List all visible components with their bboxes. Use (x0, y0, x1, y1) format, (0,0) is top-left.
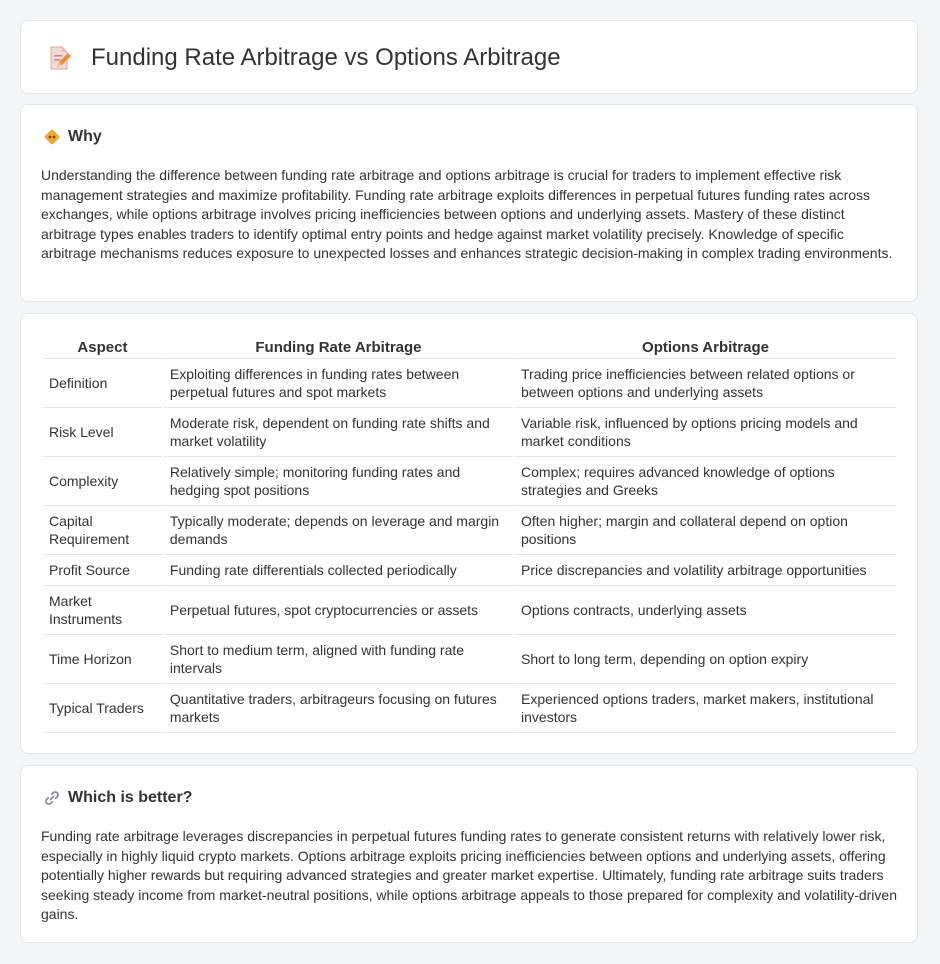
comparison-table (41, 334, 898, 733)
row-aspect: Time Horizon (43, 635, 162, 684)
table-row (43, 359, 896, 408)
row-funding-rate: Exploiting differences in funding rates between perpetual futures and spot markets (164, 359, 513, 408)
row-funding-rate: Funding rate differentials collected periodically (164, 555, 513, 586)
page-title: Funding Rate Arbitrage vs Options Arbitrage (91, 44, 561, 71)
row-funding-rate: Perpetual futures, spot cryptocurrencies or assets (164, 586, 513, 635)
table-row (43, 586, 896, 635)
row-funding-rate: Typically moderate; depends on leverage and margin demands (164, 506, 513, 555)
row-options: Variable risk, influenced by options pricing models and market conditions (515, 408, 896, 457)
title-row (45, 43, 561, 73)
better-header (43, 788, 192, 808)
comparison-card (20, 313, 918, 754)
table-row (43, 555, 896, 586)
row-aspect: Capital Requirement (43, 506, 162, 555)
which-better-card (20, 765, 918, 943)
row-funding-rate: Relatively simple; monitoring funding rates and hedging spot positions (164, 457, 513, 506)
row-funding-rate: Quantitative traders, arbitrageurs focusing on futures markets (164, 684, 513, 733)
link-icon (43, 789, 61, 807)
row-funding-rate: Moderate risk, dependent on funding rate shifts and market volatility (164, 408, 513, 457)
row-aspect: Definition (43, 359, 162, 408)
why-text: Understanding the difference between funding rate arbitrage and options arbitrage is crucial for traders to implement effective risk management strategies and maximize profitability. Funding rate arbitrage exploits differences in perpetual futures funding rates across exchanges, while options arbitrage involves pricing inefficiencies between options and underlying assets. Mastery of these distinct arbitrage types enables traders to identify optimal entry points and hedge against market volatility precisely. Knowledge of specific arbitrage mechanisms reduces exposure to unexpected losses and enhances strategic decision-making in complex trading environments. (41, 167, 893, 261)
table-header-row (43, 334, 896, 359)
row-options: Short to long term, depending on option expiry (515, 635, 896, 684)
table-row (43, 506, 896, 555)
header-options: Options Arbitrage (515, 334, 896, 359)
better-title: Which is better? (68, 789, 193, 806)
table-row (43, 457, 896, 506)
row-options: Options contracts, underlying assets (515, 586, 896, 635)
row-funding-rate: Short to medium term, aligned with funding rate intervals (164, 635, 513, 684)
row-options: Price discrepancies and volatility arbitrage opportunities (515, 555, 896, 586)
why-title: Why (68, 128, 102, 145)
row-aspect: Typical Traders (43, 684, 162, 733)
row-aspect: Risk Level (43, 408, 162, 457)
title-card (20, 20, 918, 94)
diamond-warning-icon (43, 128, 61, 146)
row-options: Experienced options traders, market makers, institutional investors (515, 684, 896, 733)
row-options: Trading price inefficiencies between related options or between options and underlying assets (515, 359, 896, 408)
row-aspect: Complexity (43, 457, 162, 506)
row-aspect: Profit Source (43, 555, 162, 586)
why-header (43, 127, 102, 147)
table-row (43, 684, 896, 733)
row-aspect: Market Instruments (43, 586, 162, 635)
why-card (20, 104, 918, 302)
header-funding-rate: Funding Rate Arbitrage (164, 334, 513, 359)
better-text: Funding rate arbitrage leverages discrepancies in perpetual futures funding rates to generate consistent returns with relatively lower risk, especially in highly liquid crypto markets. Options arbitrage exploits pricing inefficiencies between options and underlying assets, offering potentially higher rewards but requiring advanced strategies and greater market expertise. Ultimately, funding rate arbitrage suits traders seeking steady income from market-neutral positions, while options arbitrage appeals to those prepared for complexity and volatility-driven gains. (41, 828, 897, 922)
row-options: Often higher; margin and collateral depend on option positions (515, 506, 896, 555)
header-aspect: Aspect (43, 334, 162, 359)
document-pencil-icon (45, 44, 73, 72)
table-row (43, 635, 896, 684)
table-row (43, 408, 896, 457)
row-options: Complex; requires advanced knowledge of options strategies and Greeks (515, 457, 896, 506)
